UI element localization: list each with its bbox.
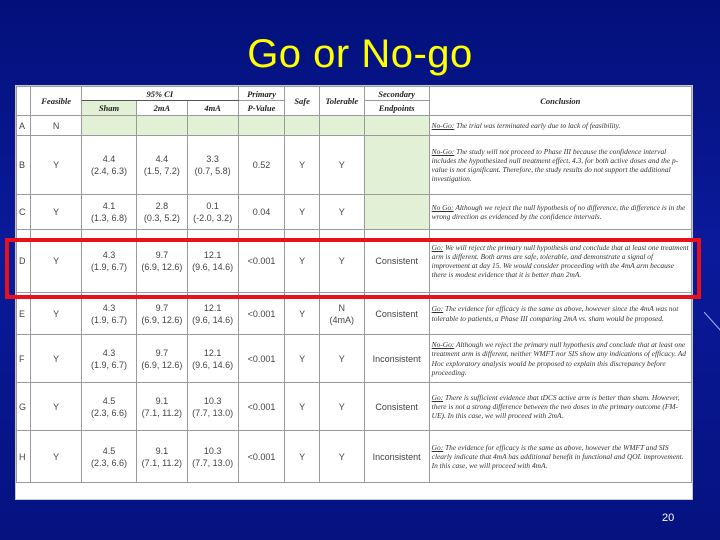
table-body [17, 116, 692, 483]
conclusion-cell [429, 136, 691, 195]
table-row [17, 116, 692, 136]
tolerable-cell-value: N [338, 302, 346, 313]
ma4-cell [187, 335, 238, 383]
feasible-cell: Y [31, 195, 82, 230]
sham-cell [82, 431, 137, 483]
tolerable-cell [319, 383, 364, 431]
sham-cell-value: 4.5 [102, 445, 116, 456]
feasible-cell: Y [31, 293, 82, 335]
table-row [17, 383, 692, 431]
header-safe: Safe [285, 87, 320, 116]
sham-cell-ci: (2.3, 6.6) [90, 457, 127, 468]
sham-cell-ci: (2.4, 6.3) [90, 166, 127, 176]
feasible-cell: Y [31, 136, 82, 195]
conclusion-lead: No-Go: [431, 340, 455, 350]
conclusion-lead: Go: [431, 442, 444, 452]
conclusion-text: Although we reject the null hypothesis of no difference, the difference is in the wrong direction as evidenced by the confidence intervals. [431, 202, 686, 221]
ma2-cell [136, 116, 187, 136]
row-id: D [17, 230, 31, 293]
ma4-cell-value: 10.3 [203, 395, 222, 406]
ma2-cell [136, 431, 187, 483]
tolerable-cell [319, 335, 364, 383]
secondary-cell: Consistent [364, 383, 429, 431]
ma2-cell-value: 9.7 [155, 347, 169, 358]
tolerable-cell-ci: (4mA) [329, 314, 355, 325]
conclusion-cell [429, 195, 691, 230]
ma4-cell-ci: (9.6, 14.6) [192, 262, 234, 272]
secondary-cell [364, 136, 429, 195]
row-id: C [17, 195, 31, 230]
header-sham: Sham [82, 101, 137, 116]
sham-cell-ci: (1.9, 6.7) [90, 359, 127, 370]
conclusion-text: There is sufficient evidence that tDCS active arm is better than sham. However, there is not a strong difference between the two doses in the primary outcome (FM-UE). In this case, we will proceed with 2mA. [431, 392, 680, 421]
conclusion-lead: No-Go: [431, 146, 455, 156]
ma2-cell-ci: (6.9, 12.6) [141, 262, 183, 272]
table-row [17, 431, 692, 483]
ma4-cell-ci: (9.6, 14.6) [192, 359, 234, 370]
conclusion-cell [429, 335, 691, 383]
tolerable-cell [319, 195, 364, 230]
sham-cell-ci: (1.9, 6.7) [90, 262, 127, 272]
pvalue-cell: <0.001 [238, 335, 285, 383]
conclusion-text: The study will not proceed to Phase III because the confidence interval includes the hypothesized null treatment effect, 4.3, for both active doses and the p-value is not significant. Therefore, the study results do not support the additional investigation. [431, 146, 679, 184]
tolerable-cell-value: Y [338, 451, 345, 462]
ma4-cell-ci: (7.7, 13.0) [192, 457, 234, 468]
feasible-cell: Y [31, 431, 82, 483]
page-number: 20 [662, 512, 675, 524]
header-secondary: Secondary [364, 87, 429, 101]
sham-cell [82, 136, 137, 195]
secondary-cell: Consistent [364, 230, 429, 293]
pvalue-cell: 0.04 [238, 195, 285, 230]
safe-cell: Y [285, 195, 320, 230]
conclusion-cell [429, 431, 691, 483]
safe-cell: Y [285, 335, 320, 383]
sham-cell [82, 195, 137, 230]
tolerable-cell-value: Y [338, 207, 345, 217]
ma2-cell [136, 335, 187, 383]
ma4-cell-value: 12.1 [203, 250, 222, 260]
header-pvalue: P-Value [238, 101, 285, 116]
secondary-cell: Inconsistent [364, 431, 429, 483]
sham-cell-value: 4.3 [102, 347, 116, 358]
ma2-cell-value: 9.7 [155, 250, 169, 260]
ma2-cell-ci: (6.9, 12.6) [141, 314, 183, 325]
ma4-cell-ci: (9.6, 14.6) [192, 314, 234, 325]
pvalue-cell: 0.52 [238, 136, 285, 195]
ma4-cell [187, 195, 238, 230]
conclusion-text: The evidence for efficacy is the same as above, however since the 4mA was not tolerable to patients, a Phase III comparing 2mA vs. sham would be proposed. [431, 304, 679, 323]
ma4-cell-value: 12.1 [203, 302, 222, 313]
row-id: B [17, 136, 31, 195]
ma4-cell [187, 383, 238, 431]
table-row [17, 136, 692, 195]
safe-cell: Y [285, 383, 320, 431]
ma4-cell-ci: (-2.0, 3.2) [193, 213, 233, 223]
row-id: A [17, 116, 31, 136]
sham-cell-ci: (2.3, 6.6) [90, 407, 127, 418]
conclusion-lead: Go: [431, 392, 444, 402]
conclusion-text: The trial was terminated early due to lack of feasibility. [454, 120, 621, 130]
feasible-cell: Y [31, 230, 82, 293]
ma4-cell-value: 3.3 [206, 154, 219, 164]
sham-cell-value: 4.5 [102, 395, 116, 406]
secondary-cell: Consistent [364, 293, 429, 335]
ma4-cell-value: 12.1 [203, 347, 222, 358]
safe-cell: Y [285, 293, 320, 335]
header-4ma: 4mA [187, 101, 238, 116]
pvalue-cell: <0.001 [238, 431, 285, 483]
sham-cell-value: 4.1 [102, 201, 116, 211]
sham-cell-value: 4.3 [102, 302, 116, 313]
ma4-cell-value: 10.3 [203, 445, 222, 456]
header-tolerable: Tolerable [319, 87, 364, 116]
highlight-box [5, 238, 701, 299]
tolerable-cell [319, 431, 364, 483]
row-id: G [17, 383, 31, 431]
sham-cell-ci: (1.3, 6.8) [90, 213, 127, 223]
sham-cell [82, 335, 137, 383]
pvalue-cell: <0.001 [238, 293, 285, 335]
ma2-cell [136, 195, 187, 230]
ma2-cell-value: 9.7 [155, 302, 169, 313]
ma2-cell-ci: (7.1, 11.2) [141, 457, 183, 468]
row-id: H [17, 431, 31, 483]
secondary-cell [364, 195, 429, 230]
tolerable-cell-value: Y [338, 401, 345, 412]
feasible-cell: Y [31, 383, 82, 431]
sham-cell-value: 4.3 [102, 250, 116, 260]
ma2-cell-ci: (0.3, 5.2) [143, 213, 180, 223]
ma2-cell-value: 9.1 [155, 445, 169, 456]
decorative-line [704, 312, 720, 334]
table-row [17, 335, 692, 383]
safe-cell: Y [285, 431, 320, 483]
conclusion-text: The evidence for efficacy is the same as above, however the WMFT and SIS clearly indicate that 4mA has additional benefit in functional and QOL improvement. In this case, we will proceed with 4mA. [431, 442, 684, 471]
ma4-cell-value: 0.1 [206, 201, 219, 211]
header-ci: 95% CI [82, 87, 239, 101]
sham-cell [82, 383, 137, 431]
ma4-cell [187, 116, 238, 136]
tolerable-cell-value: Y [338, 160, 345, 170]
feasible-cell: N [31, 116, 82, 136]
conclusion-lead: No Go: [431, 202, 454, 212]
ma2-cell-value: 2.8 [155, 201, 169, 211]
ma4-cell [187, 431, 238, 483]
header-feasible: Feasible [31, 87, 82, 116]
pvalue-cell [238, 116, 285, 136]
ma2-cell [136, 136, 187, 195]
slide-title: Go or No-go [247, 32, 473, 76]
ma2-cell-value: 4.4 [155, 154, 169, 164]
sham-cell-ci: (1.9, 6.7) [90, 314, 127, 325]
secondary-cell [364, 116, 429, 136]
ma4-cell-ci: (7.7, 13.0) [192, 407, 234, 418]
tolerable-cell-value: Y [338, 353, 345, 364]
sham-cell-value: 4.4 [102, 154, 116, 164]
pvalue-cell: <0.001 [238, 383, 285, 431]
table-row [17, 195, 692, 230]
ma2-cell-ci: (7.1, 11.2) [141, 407, 183, 418]
tolerable-cell-value: Y [338, 256, 345, 266]
ma2-cell-ci: (1.5, 7.2) [143, 166, 180, 176]
secondary-cell: Inconsistent [364, 335, 429, 383]
feasible-cell: Y [31, 335, 82, 383]
conclusion-lead: Go: [431, 242, 444, 252]
ma4-cell [187, 136, 238, 195]
ma2-cell-ci: (6.9, 12.6) [141, 359, 183, 370]
safe-cell: Y [285, 230, 320, 293]
safe-cell: Y [285, 136, 320, 195]
header-endpoints: Endpoints [364, 101, 429, 116]
tolerable-cell [319, 136, 364, 195]
ma2-cell [136, 383, 187, 431]
header-primary: Primary [238, 87, 285, 101]
safe-cell [285, 116, 320, 136]
header-2ma: 2mA [136, 101, 187, 116]
conclusion-cell [429, 116, 691, 136]
row-id: F [17, 335, 31, 383]
conclusion-lead: Go: [431, 304, 444, 314]
pvalue-cell: <0.001 [238, 230, 285, 293]
row-id: E [17, 293, 31, 335]
sham-cell [82, 116, 137, 136]
ma2-cell-value: 9.1 [155, 395, 169, 406]
ma4-cell-ci: (0.7, 5.8) [194, 166, 231, 176]
conclusion-text: We will reject the primary null hypothesis and conclude that at least one treatment arm is different. Both arms are safe, tolerable, and demonstrate a signal of improvement at day 15. We would consider proceeding with the 4mA arm because there is modest evidence that it is better than 2mA. [431, 242, 689, 280]
conclusion-cell [429, 383, 691, 431]
header-conclusion: Conclusion [429, 87, 691, 116]
conclusion-lead: No-Go: [431, 120, 455, 130]
tolerable-cell [319, 116, 364, 136]
conclusion-text: Although we reject the primary null hypothesis and conclude that at least one treatment arm is different, neither WMFT nor SIS show any indications of efficacy. Ad Hoc exploratory analysis would be proposed to explain this discrepancy before proceeding. [431, 340, 687, 377]
